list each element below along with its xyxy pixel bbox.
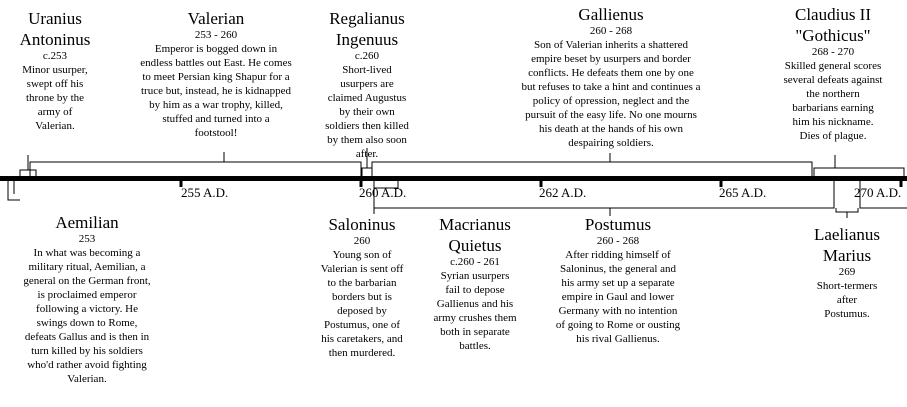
- entry-dates: 260: [353, 235, 371, 247]
- entry-dates: 260 - 268: [596, 235, 640, 247]
- entry-postumus: [546, 214, 690, 346]
- entry-description: Short-termers after Postumus.: [816, 280, 878, 320]
- entry-dates: c.253: [42, 50, 68, 62]
- entry-name: Uranius: [28, 9, 82, 28]
- bracket-uranius: [20, 170, 36, 176]
- entry-dates: c.260 - 261: [450, 256, 500, 268]
- entry-laelianus: [800, 224, 894, 321]
- entry-macrianus: [428, 214, 522, 353]
- entry-name: Marius: [822, 246, 872, 265]
- entry-name: Valerian: [187, 9, 245, 28]
- entry-valerian: [140, 8, 292, 140]
- entry-regalianus: [312, 8, 422, 161]
- timeline-axis: [0, 176, 907, 181]
- bracket-laelianus: [836, 208, 858, 212]
- entry-name: Claudius II: [794, 5, 872, 24]
- entry-claudius: [770, 4, 896, 143]
- entry-name: Antoninus: [19, 30, 91, 49]
- entry-description: In what was becoming a military ritual, Aemilian, a general on the German front, is proclaimed emperor following a victory. He swings down to Rome, defeats Gallus and is then in turn killed by his soldiers who'd rather avoid fighting Valerian.: [23, 247, 151, 385]
- entry-name: Quietus: [448, 236, 502, 255]
- entry-aemilian: [16, 212, 158, 386]
- entry-name: Ingenuus: [335, 30, 399, 49]
- entry-description: After ridding himself of Saloninus, the general and his army set up a separate empire in Gaul and lower Germany with no intention of going to Rome or ousting his rival Gallienus.: [555, 249, 681, 345]
- entry-name: Regalianus: [329, 9, 405, 28]
- entry-name: Saloninus: [328, 215, 396, 234]
- axis-label: 265 A.D.: [719, 185, 767, 200]
- entry-name: Laelianus: [813, 225, 881, 244]
- entry-description: Skilled general scores several defeats against the northern barbarians earning him his nickname. Dies of plague.: [783, 60, 883, 142]
- entry-saloninus: [316, 214, 408, 360]
- bracket-claudius: [814, 168, 904, 176]
- axis-label: 270 A.D.: [854, 185, 902, 200]
- bracket-regalianus: [362, 168, 372, 176]
- entry-description: Syrian usurpers fail to depose Gallienus and his army crushes them both in separate battles.: [433, 270, 517, 352]
- entry-name: Macrianus: [439, 215, 511, 234]
- entry-gallienus: [516, 4, 706, 150]
- axis-label: 255 A.D.: [181, 185, 229, 200]
- entry-name: "Gothicus": [795, 26, 871, 45]
- entry-uranius: [2, 8, 108, 133]
- bracket-gallienus: [372, 162, 812, 176]
- entry-dates: 268 - 270: [811, 46, 855, 58]
- entry-name: Gallienus: [578, 5, 644, 24]
- entry-dates: 253 - 260: [194, 29, 238, 41]
- entry-dates: 253: [78, 233, 96, 245]
- entry-name: Postumus: [584, 215, 652, 234]
- axis-label: 260 A.D.: [359, 185, 407, 200]
- entry-description: Young son of Valerian is sent off to the barbarian borders but is deposed by Postumus, one of his caretakers, and then murdered.: [320, 249, 404, 359]
- entry-description: Son of Valerian inherits a shattered empire beset by usurpers and border conflicts. He defeats them one by one but refuses to take a hint and continues a policy of opression, neglect and the pursuit of the easy life. No one mourns his death at the hands of his own despairing soldiers.: [521, 39, 701, 149]
- axis-label: 262 A.D.: [539, 185, 587, 200]
- entry-description: Short-lived usurpers are claimed Augustus by their own soldiers then killed by them also soon after.: [325, 64, 409, 160]
- entry-dates: 260 - 268: [589, 25, 633, 37]
- entry-description: Emperor is bogged down in endless battles out East. He comes to meet Persian king Shapur for a truce but, instead, he is kidnapped by him as a war trophy, killed, stuffed and turned into a footstool!: [140, 43, 292, 139]
- entry-dates: c.260: [354, 50, 380, 62]
- bracket-valerian: [30, 162, 361, 176]
- entry-dates: 269: [838, 266, 856, 278]
- entry-name: Aemilian: [55, 213, 119, 232]
- entry-description: Minor usurper, swept off his throne by the army of Valerian.: [22, 64, 88, 132]
